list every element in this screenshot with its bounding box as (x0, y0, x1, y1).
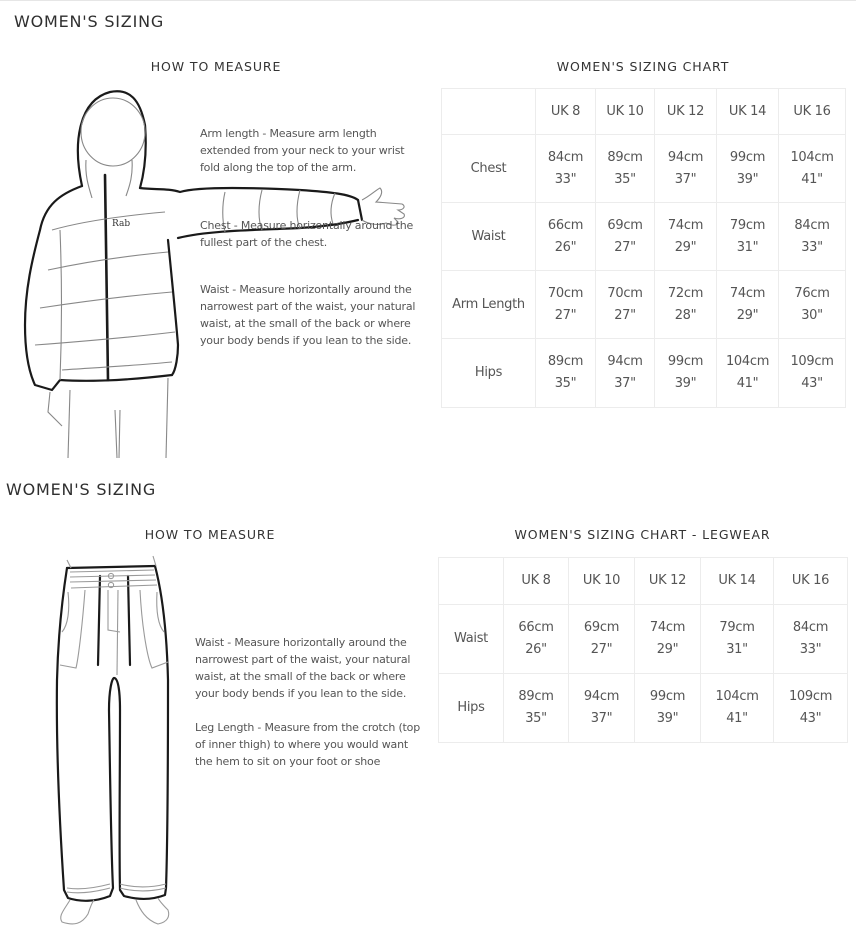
section-title: WOMEN'S SIZING (6, 480, 157, 499)
row-label: Arm Length (442, 271, 536, 339)
measure-instructions (200, 125, 425, 349)
header-uk14: UK 14 (701, 558, 774, 605)
header-uk10: UK 10 (569, 558, 635, 605)
waist-instruction: Waist - Measure horizontally around the narrowest part of the waist, your natural waist, at the small of the back or where your body bends if you lean to the side. (195, 636, 411, 700)
header-uk16: UK 16 (779, 89, 846, 135)
legwear-measure-instructions (195, 634, 420, 770)
table-cell: 104cm 41" (701, 674, 774, 743)
table-cell: 109cm 43" (779, 339, 846, 408)
womens-sizing-table (441, 88, 846, 408)
row-label: Chest (442, 135, 536, 203)
header-uk8: UK 8 (504, 558, 569, 605)
table-cell: 69cm 27" (596, 203, 655, 271)
table-cell: 104cm 41" (717, 339, 779, 408)
table-row (439, 605, 848, 674)
table-cell: 74cm 29" (717, 271, 779, 339)
table-cell: 70cm 27" (596, 271, 655, 339)
table-cell: 76cm 30" (779, 271, 846, 339)
table-row (442, 203, 846, 271)
table-cell: 109cm 43" (774, 674, 848, 743)
leg-length-instruction: Leg Length - Measure from the crotch (top of inner thigh) to where you would want the hem to sit on your foot or shoe (195, 721, 420, 768)
how-to-measure-heading: HOW TO MEASURE (150, 59, 282, 74)
table-cell: 94cm 37" (569, 674, 635, 743)
table-cell: 84cm 33" (779, 203, 846, 271)
table-cell: 89cm 35" (504, 674, 569, 743)
header-uk10: UK 10 (596, 89, 655, 135)
table-row (442, 271, 846, 339)
how-to-measure-heading: HOW TO MEASURE (144, 527, 276, 542)
row-label: Hips (442, 339, 536, 408)
table-header-row (439, 558, 848, 605)
arm-length-instruction: Arm length - Measure arm length extended from your neck to your wrist fold along the top of the arm. (200, 127, 405, 174)
waist-instruction: Waist - Measure horizontally around the narrowest part of the waist, your natural waist, at the small of the back or where your body bends if you lean to the side. (200, 283, 416, 347)
table-cell: 74cm 29" (655, 203, 717, 271)
row-label: Waist (442, 203, 536, 271)
row-label: Hips (439, 674, 504, 743)
header-uk12: UK 12 (655, 89, 717, 135)
header-empty (439, 558, 504, 605)
table-cell: 70cm 27" (536, 271, 596, 339)
top-divider (0, 0, 856, 1)
table-row (439, 674, 848, 743)
table-cell: 69cm 27" (569, 605, 635, 674)
header-uk14: UK 14 (717, 89, 779, 135)
table-cell: 104cm 41" (779, 135, 846, 203)
header-uk8: UK 8 (536, 89, 596, 135)
table-cell: 99cm 39" (717, 135, 779, 203)
table-cell: 84cm 33" (774, 605, 848, 674)
header-empty (442, 89, 536, 135)
table-cell: 99cm 39" (635, 674, 701, 743)
table-header-row (442, 89, 846, 135)
table-row (442, 135, 846, 203)
table-cell: 84cm 33" (536, 135, 596, 203)
table-cell: 66cm 26" (536, 203, 596, 271)
sizing-chart-heading: WOMEN'S SIZING CHART (556, 59, 730, 74)
rab-logo: Rab (112, 219, 131, 229)
table-cell: 74cm 29" (635, 605, 701, 674)
header-uk16: UK 16 (774, 558, 848, 605)
table-cell: 99cm 39" (655, 339, 717, 408)
table-cell: 94cm 37" (596, 339, 655, 408)
table-cell: 89cm 35" (536, 339, 596, 408)
trousers-figure-illustration (40, 550, 190, 930)
table-cell: 79cm 31" (701, 605, 774, 674)
womens-legwear-sizing-table (438, 557, 848, 743)
table-cell: 89cm 35" (596, 135, 655, 203)
table-cell: 94cm 37" (655, 135, 717, 203)
chest-instruction: Chest - Measure horizontally around the fullest part of the chest. (200, 219, 414, 249)
table-row (442, 339, 846, 408)
header-uk12: UK 12 (635, 558, 701, 605)
section-title: WOMEN'S SIZING (14, 12, 165, 31)
table-cell: 66cm 26" (504, 605, 569, 674)
legwear-chart-heading: WOMEN'S SIZING CHART - LEGWEAR (514, 527, 771, 542)
row-label: Waist (439, 605, 504, 674)
table-cell: 72cm 28" (655, 271, 717, 339)
table-cell: 79cm 31" (717, 203, 779, 271)
